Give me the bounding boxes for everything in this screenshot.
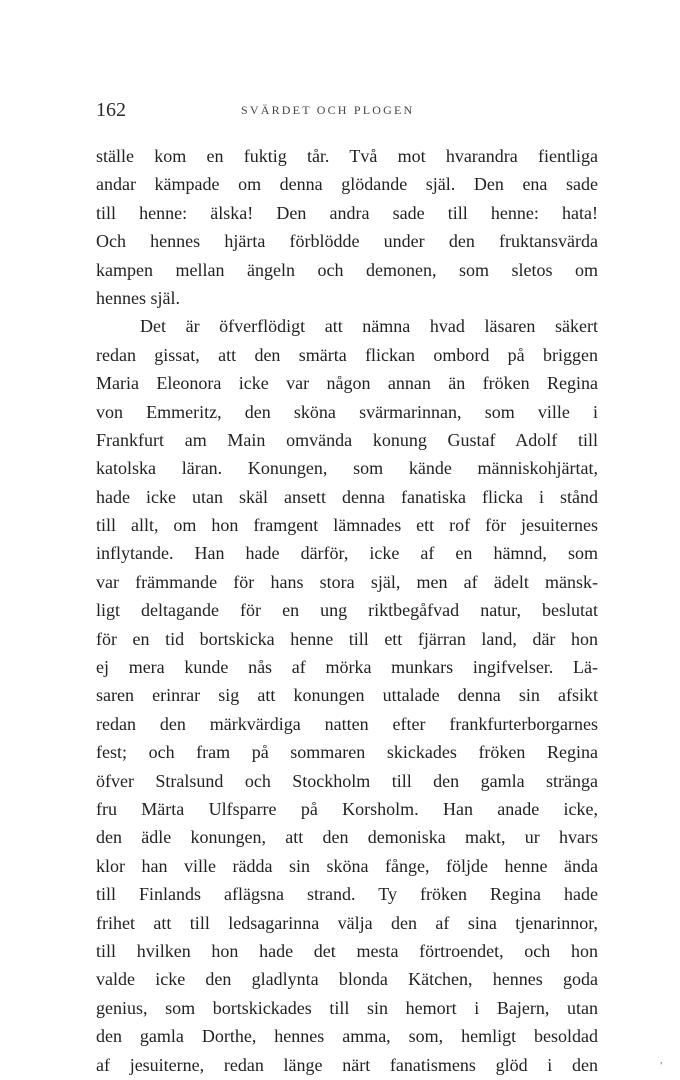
text-line: Maria Eleonora icke var någon annan än fröken Regina <box>96 373 598 394</box>
text-line: hade icke utan skäl ansett denna fanatiska flicka i stånd <box>96 486 598 507</box>
body-text <box>96 142 598 1079</box>
running-head <box>96 96 598 124</box>
text-line: till Finlands aflägsna strand. Ty fröken Regina hade <box>96 884 598 905</box>
text-line: ställe kom en fuktig tår. Två mot hvarandra fientliga <box>96 146 598 166</box>
text-line: hennes själ. <box>96 287 180 308</box>
text-line: saren erinrar sig att konungen uttalade denna sin afsikt <box>96 685 598 706</box>
text-line: inflytande. Han hade därför, icke af en hämnd, som <box>96 543 598 564</box>
text-line: genius, som bortskickades till sin hemort i Bajern, utan <box>96 997 598 1018</box>
text-line: ej mera kunde nås af mörka munkars ingifvelser. Lä- <box>96 657 598 678</box>
text-line: kampen mellan ängeln och demonen, som sletos om <box>96 259 598 280</box>
text-line: den ädle konungen, att den demoniska makt, ur hvars <box>96 827 598 848</box>
text-line: andar kämpade om denna glödande själ. Den ena sade <box>96 174 598 195</box>
text-line: Det är öfverflödigt att nämna hvad läsaren säkert <box>140 316 598 337</box>
text-line: frihet att till ledsagarinna välja den af sina tjenarinnor, <box>96 912 598 933</box>
text-line: fest; och fram på sommaren skickades fröken Regina <box>96 742 598 763</box>
text-line: till hvilken hon hade det mesta förtroendet, och hon <box>96 940 598 961</box>
text-line: ligt deltagande för en ung riktbegåfvad natur, beslutat <box>96 600 598 621</box>
running-title: SVÄRDET OCH PLOGEN <box>241 103 415 117</box>
text-line: von Emmeritz, den sköna svärmarinnan, som ville i <box>96 401 598 422</box>
text-line: var främmande för hans stora själ, men af ädelt mänsk- <box>96 571 598 592</box>
text-line: till allt, om hon framgent lämnades ett rof för jesuiternes <box>96 515 598 536</box>
corner-mark: ' <box>660 1061 662 1072</box>
text-line: Och hennes hjärta förblödde under den fruktansvärda <box>96 231 598 252</box>
text-line: den gamla Dorthe, hennes amma, som, hemligt besoldad <box>96 1026 598 1047</box>
text-line: af jesuiterne, redan länge närt fanatismens glöd i den <box>96 1054 598 1075</box>
text-line: till henne: älska! Den andra sade till henne: hata! <box>96 202 598 223</box>
text-line: valde icke den gladlynta blonda Kätchen, hennes goda <box>96 969 598 990</box>
text-line: för en tid bortskicka henne till ett fjärran land, där hon <box>96 628 598 649</box>
text-line: fru Märta Ulfsparre på Korsholm. Han anade icke, <box>96 798 598 819</box>
text-line: öfver Stralsund och Stockholm till den gamla stränga <box>96 770 598 791</box>
text-line: Frankfurt am Main omvända konung Gustaf Adolf till <box>96 429 598 450</box>
text-line: redan den märkvärdiga natten efter frankfurterborgarnes <box>96 713 598 734</box>
text-line: klor han ville rädda sin sköna fånge, följde henne ända <box>96 855 598 876</box>
text-line: katolska läran. Konungen, som kände människohjärtat, <box>96 458 598 479</box>
text-line: redan gissat, att den smärta flickan ombord på briggen <box>96 344 598 365</box>
page-number: 162 <box>96 99 126 121</box>
